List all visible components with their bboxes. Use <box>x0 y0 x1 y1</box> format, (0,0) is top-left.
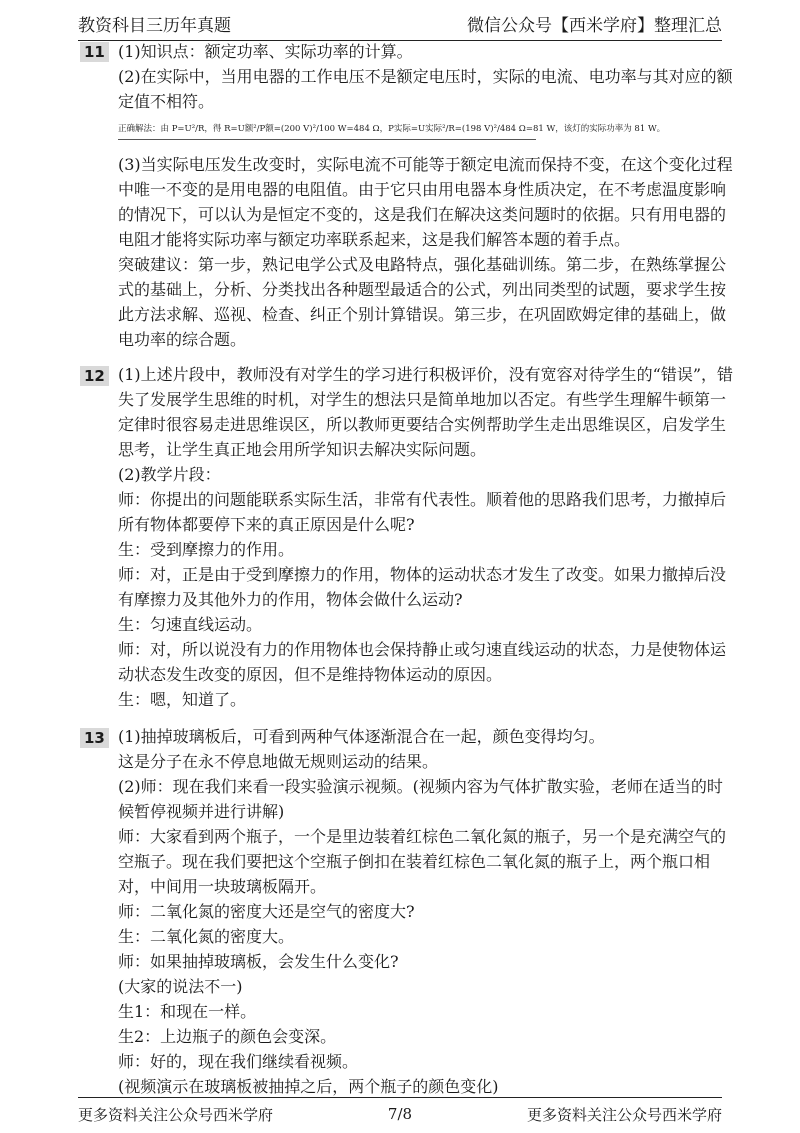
answer-body <box>118 362 733 712</box>
answer-line: 这是分子在永不停息地做无规则运动的结果。 <box>118 752 439 771</box>
footer-left-note: 更多资料关注公众号西米学府 <box>78 1105 274 1124</box>
question-12 <box>80 362 734 712</box>
question-13 <box>80 724 730 1099</box>
answer-line: 师：对，所以说没有力的作用物体也会保持静止或匀速直线运动的状态，力是使物体运 <box>118 640 727 659</box>
answer-line: 电阻才能将实际功率与额定功率联系起来，这是我们解答本题的着手点。 <box>118 230 631 249</box>
question-number: 11 <box>80 38 118 352</box>
answer-line: (大家的说法不一) <box>118 977 243 996</box>
page-header <box>78 12 722 41</box>
answer-line: (1)抽掉玻璃板后，可看到两种气体逐渐混合在一起，颜色变得均匀。 <box>118 727 605 746</box>
answer-line: 空瓶子。现在我们要把这个空瓶子倒扣在装着红棕色二氧化氮的瓶子上，两个瓶口相 <box>118 852 711 871</box>
answer-line: 所有物体都要停下来的真正原因是什么呢? <box>118 515 415 534</box>
answer-line: 师：好的，现在我们继续看视频。 <box>118 1052 359 1071</box>
answer-line: (2)师：现在我们来看一段实验演示视频。(视频内容为气体扩散实验，老师在适当的时 <box>118 777 723 796</box>
header-right-title: 微信公众号【西米学府】整理汇总 <box>467 16 722 36</box>
answer-line: 的情况下，可以认为是恒定不变的，这是我们在解决这类问题时的依据。只有用电器的 <box>118 205 727 224</box>
answer-line: 师：二氧化氮的密度大还是空气的密度大? <box>118 902 415 921</box>
answer-line: 生1：和现在一样。 <box>118 1002 257 1021</box>
answer-line: 师：对，正是由于受到摩擦力的作用，物体的运动状态才发生了改变。如果力撤掉后没 <box>118 565 727 584</box>
answer-line: (1)上述片段中，教师没有对学生的学习进行积极评价，没有宽容对待学生的“错误”，错 <box>118 365 734 384</box>
answer-line: 师：如果抽掉玻璃板，会发生什么变化? <box>118 952 399 971</box>
answer-line: 有摩擦力及其他外力的作用，物体会做什么运动? <box>118 590 463 609</box>
answer-line: (2)教学片段： <box>118 465 221 484</box>
answer-line: 师：大家看到两个瓶子，一个是里边装着红棕色二氧化氮的瓶子，另一个是充满空气的 <box>118 827 727 846</box>
answer-line: (视频演示在玻璃板被抽掉之后，两个瓶子的颜色变化) <box>118 1077 499 1096</box>
answer-line: 对，中间用一块玻璃板隔开。 <box>118 877 327 896</box>
answer-line: (3)当实际电压发生改变时，实际电流不可能等于额定电流而保持不变，在这个变化过程 <box>118 155 733 174</box>
page-footer <box>78 1097 722 1126</box>
answer-line: 此方法求解、巡视、检查、纠正个别计算错误。第三步，在巩固欧姆定律的基础上，做 <box>118 305 727 324</box>
page-content <box>80 38 734 1099</box>
answer-line: (2)在实际中，当用电器的工作电压不是额定电压时，实际的电流、电功率与其对应的额 <box>118 67 733 86</box>
answer-body <box>118 724 730 1099</box>
answer-line: 候暂停视频并进行讲解) <box>118 802 285 821</box>
answer-line: 动状态发生改变的原因，但不是维持物体运动的原因。 <box>118 665 503 684</box>
answer-line: 式的基础上，分析、分类找出各种题型最适合的公式，列出同类型的试题，要求学生按 <box>118 280 727 299</box>
answer-line: 师：你提出的问题能联系实际生活，非常有代表性。顺着他的思路我们思考，力撤掉后 <box>118 490 727 509</box>
page-number: 7/8 <box>387 1105 413 1123</box>
answer-line: 定值不相符。 <box>118 92 215 111</box>
answer-line: 生：受到摩擦力的作用。 <box>118 540 295 559</box>
answer-line: 思考，让学生真正地会用所学知识去解决实际问题。 <box>118 440 487 459</box>
answer-line: 突破建议：第一步，熟记电学公式及电路特点，强化基础训练。第二步，在熟练掌握公 <box>118 255 727 274</box>
question-number: 12 <box>80 362 118 712</box>
question-number: 13 <box>80 724 118 1099</box>
header-left-title: 教资科目三历年真题 <box>78 16 231 36</box>
answer-line: 失了发展学生思维的时机，对学生的想法只是简单地加以否定。有些学生理解牛顿第一 <box>118 390 727 409</box>
answer-line: 电功率的综合题。 <box>118 330 247 349</box>
answer-line: 定律时很容易走进思维误区，所以教师更要结合实例帮助学生走出思维误区，启发学生 <box>118 415 727 434</box>
question-11 <box>80 38 733 352</box>
answer-line: 生：匀速直线运动。 <box>118 615 263 634</box>
answer-line: 中唯一不变的是用电器的电阻值。由于它只由用电器本身性质决定，在不考虑温度影响 <box>118 180 727 199</box>
answer-line: (1)知识点：额定功率、实际功率的计算。 <box>118 42 413 61</box>
footer-right-note: 更多资料关注公众号西米学府 <box>526 1105 722 1124</box>
formula-solution: 正确解法：由 P=U²/R，得 R=U额²/P额=(200 V)²/100 W=484 Ω，P实际=U实际²/R=(198 V)²/484 Ω=81 W，该灯的实际功率为 81 W。 <box>118 123 536 140</box>
answer-line: 生：嗯，知道了。 <box>118 690 247 709</box>
answer-body <box>118 38 733 352</box>
answer-line: 生：二氧化氮的密度大。 <box>118 927 295 946</box>
answer-line: 生2：上边瓶子的颜色会变深。 <box>118 1027 337 1046</box>
